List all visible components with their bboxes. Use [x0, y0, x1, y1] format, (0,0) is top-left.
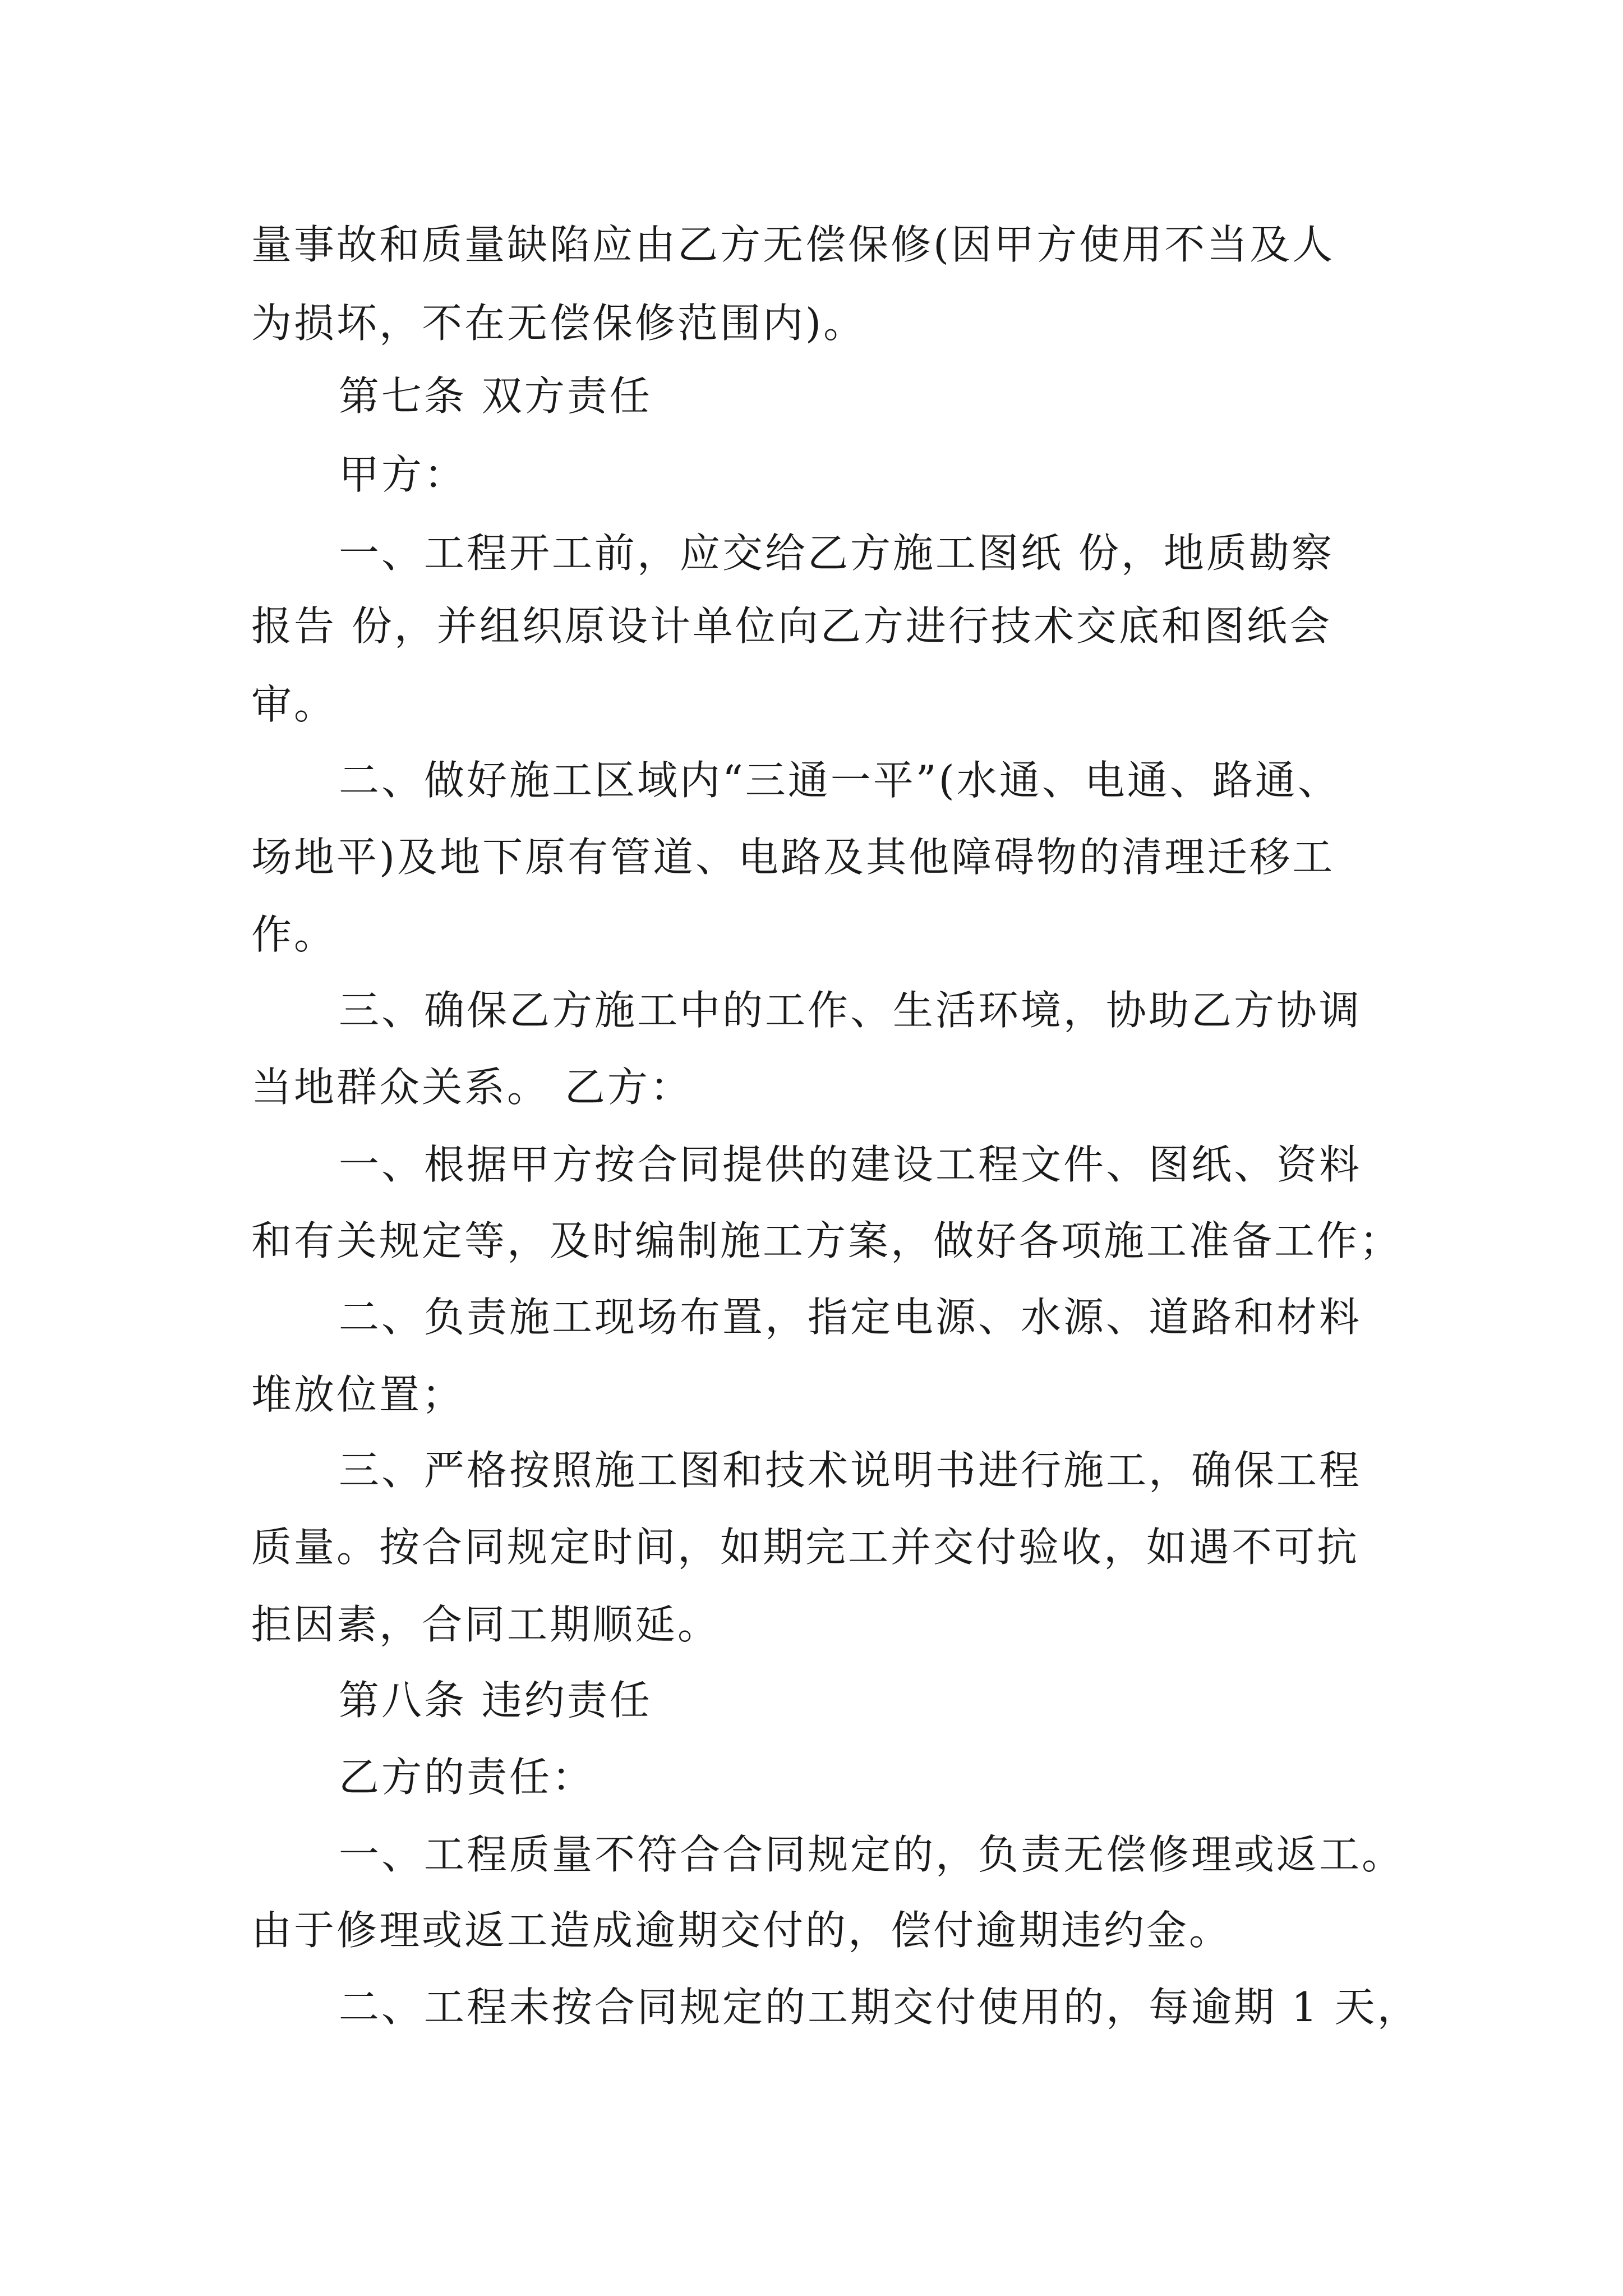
text-line: 作。: [251, 911, 337, 958]
text-line: 一、工程开工前，应交给乙方施工图纸 份，地质勘察: [339, 530, 1334, 577]
text-line: 二、工程未按合同规定的工期交付使用的，每逾期 1 天，: [339, 1984, 1420, 2031]
text-line: 场地平)及地下原有管道、电路及其他障碍物的清理迁移工: [251, 834, 1335, 881]
text-line: 由于修理或返工造成逾期交付的，偿付逾期违约金。: [251, 1907, 1232, 1954]
text-line: 当地群众关系。 乙方：: [251, 1064, 693, 1111]
section-heading: 第八条 违约责任: [339, 1677, 652, 1724]
text-line: 为损坏，不在无偿保修范围内)。: [251, 300, 866, 347]
section-heading: 第七条 双方责任: [339, 372, 652, 420]
text-line: 报告 份，并组织原设计单位向乙方进行技术交底和图纸会: [251, 602, 1332, 650]
text-line: 二、负责施工现场布置，指定电源、水源、道路和材料: [339, 1294, 1362, 1341]
text-line: 三、严格按照施工图和技术说明书进行施工，确保工程: [339, 1447, 1362, 1494]
text-line: 三、确保乙方施工中的工作、生活环境，协助乙方协调: [339, 987, 1362, 1034]
text-line: 甲方：: [339, 451, 467, 498]
text-line: 拒因素，合同工期顺延。: [251, 1601, 721, 1648]
text-line: 量事故和质量缺陷应由乙方无偿保修(因甲方使用不当及人: [251, 221, 1335, 268]
text-line: 堆放位置；: [251, 1371, 465, 1418]
text-line: 一、工程质量不符合合同规定的，负责无偿修理或返工。: [339, 1831, 1405, 1878]
text-line: 和有关规定等，及时编制施工方案，做好各项施工准备工作；: [251, 1217, 1403, 1264]
text-line: 乙方的责任：: [339, 1754, 595, 1801]
text-line: 二、做好施工区域内“三通一平”(水通、电通、路通、: [339, 757, 1340, 804]
text-line: 质量。按合同规定时间，如期完工并交付验收，如遇不可抗: [251, 1524, 1360, 1571]
text-line: 一、根据甲方按合同提供的建设工程文件、图纸、资料: [339, 1141, 1362, 1188]
text-line: 审。: [251, 681, 337, 728]
